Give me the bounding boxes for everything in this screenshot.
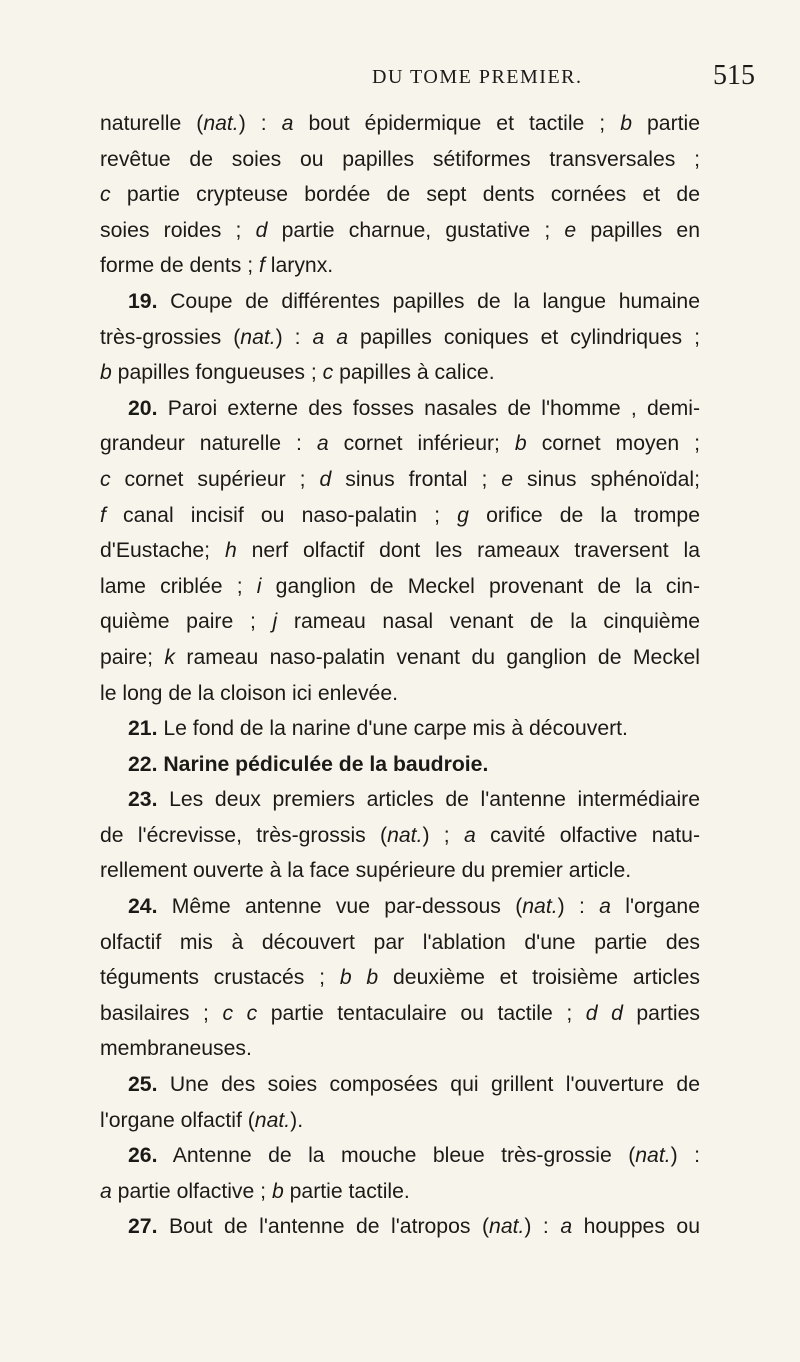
text-line: d'Eustache; h nerf olfactif dont les rameaux traversent la xyxy=(100,539,700,563)
figure-23-caption xyxy=(100,782,700,889)
text-line: c partie crypteuse bordée de sept dents cornées et de xyxy=(100,183,700,207)
text-line: naturelle (nat.) : a bout épidermique et tactile ; b partie xyxy=(100,112,701,135)
figure-explanations xyxy=(100,106,700,1245)
running-head xyxy=(0,60,800,96)
text-line: membraneuses. xyxy=(100,1037,252,1061)
figure-number: 23. xyxy=(128,788,158,812)
text-line: quième paire ; j rameau nasal venant de la cinquième xyxy=(100,610,700,634)
text-line: 22. Narine pédiculée de la baudroie. xyxy=(128,752,489,776)
figure-24-caption xyxy=(100,889,700,1067)
figure-number: 21. xyxy=(128,717,158,741)
figure-26-caption xyxy=(100,1138,700,1209)
text-line: c cornet supérieur ; d sinus frontal ; e sinus sphénoïdal; xyxy=(100,467,701,491)
text-line: 19. Coupe de différentes papilles de la langue humaine xyxy=(128,289,700,313)
text-line: 27. Bout de l'antenne de l'atropos (nat.) : a houppes ou xyxy=(128,1215,700,1239)
text-line: 20. Paroi externe des fosses nasales de l'homme , demi- xyxy=(128,396,700,420)
figure-number: 19. xyxy=(128,289,158,313)
text-line: 25. Une des soies composées qui grillent l'ouverture de xyxy=(128,1073,700,1097)
figure-27-caption xyxy=(100,1209,700,1245)
text-line: très-grossies (nat.) : a a papilles coniques et cylindriques ; xyxy=(100,325,700,349)
figure-25-caption xyxy=(100,1067,700,1138)
text-line: 24. Même antenne vue par-dessous (nat.) : a l'organe xyxy=(128,895,700,919)
page-number: 515 xyxy=(713,60,755,91)
figure-19-caption xyxy=(100,284,700,391)
text-line: lame criblée ; i ganglion de Meckel provenant de la cin- xyxy=(100,574,701,598)
figure-number: 27. xyxy=(128,1215,158,1239)
text-line: f canal incisif ou naso-palatin ; g orifice de la trompe xyxy=(100,503,700,527)
running-title: DU TOME PREMIER. xyxy=(372,66,583,88)
text-line: paire; k rameau naso-palatin venant du ganglion de Meckel xyxy=(100,645,700,669)
text-line: b papilles fongueuses ; c papilles à calice. xyxy=(100,361,495,385)
figure-20-caption xyxy=(100,391,700,711)
text-line: basilaires ; c c partie tentaculaire ou tactile ; d d parties xyxy=(100,1001,700,1025)
figure-number: 22. xyxy=(128,752,158,776)
text-line: de l'écrevisse, très-grossis (nat.) ; a cavité olfactive natu- xyxy=(100,823,701,847)
figure-21-caption xyxy=(100,711,700,747)
text-line: a partie olfactive ; b partie tactile. xyxy=(100,1179,410,1203)
text-line: soies roides ; d partie charnue, gustative ; e papilles en xyxy=(100,218,700,242)
figure-number: 25. xyxy=(128,1073,158,1097)
text-line: 26. Antenne de la mouche bleue très-grossie (nat.) : xyxy=(128,1144,700,1168)
text-line: rellement ouverte à la face supérieure du premier article. xyxy=(100,859,632,883)
figure-number: 26. xyxy=(128,1144,158,1168)
text-line: forme de dents ; f larynx. xyxy=(100,254,334,278)
text-line: le long de la cloison ici enlevée. xyxy=(100,681,398,705)
text-line: revêtue de soies ou papilles sétiformes transversales ; xyxy=(100,147,700,171)
figure-number: 20. xyxy=(128,396,158,420)
text-line: grandeur naturelle : a cornet inférieur; b cornet moyen ; xyxy=(100,432,700,456)
figure-22-caption xyxy=(100,747,700,783)
text-line: 23. Les deux premiers articles de l'antenne intermédiaire xyxy=(128,788,700,812)
figure-number: 24. xyxy=(128,895,158,919)
text-line: 21. Le fond de la narine d'une carpe mis à découvert. xyxy=(128,717,628,741)
text-line: l'organe olfactif (nat.). xyxy=(100,1108,304,1132)
text-line: olfactif mis à découvert par l'ablation d'une partie des xyxy=(100,930,700,954)
figure-18-caption xyxy=(100,106,700,284)
text-line: téguments crustacés ; b b deuxième et troisième articles xyxy=(100,966,700,990)
